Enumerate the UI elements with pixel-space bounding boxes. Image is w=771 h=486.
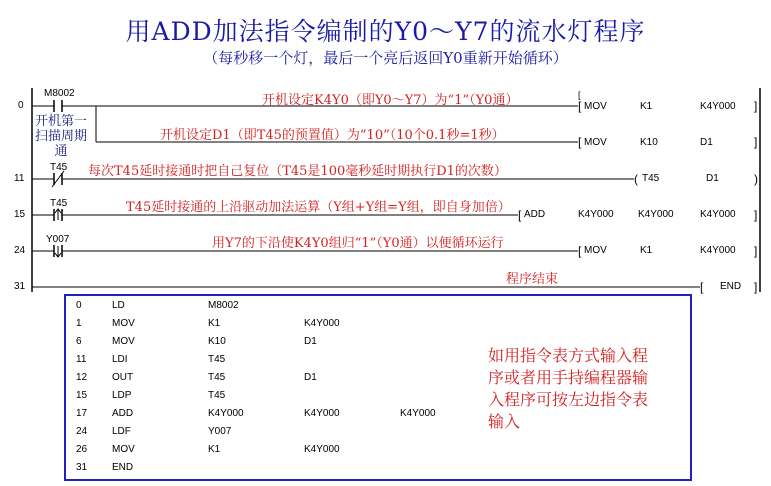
list-step: 1 <box>76 318 82 329</box>
list-operand: D1 <box>304 336 317 347</box>
instruction-op: MOV <box>584 101 607 112</box>
rung-comment: T45延时接通的上沿驱动加法运算（Y组+Y组=Y组，即自身加倍） <box>126 200 511 215</box>
list-operand: K4Y000 <box>304 444 340 455</box>
instruction-operand: K4Y000 <box>578 209 614 220</box>
svg-text:]: ] <box>754 244 758 258</box>
step-number: 0 <box>18 100 24 111</box>
svg-text:[: [ <box>578 244 582 258</box>
instruction-op: MOV <box>584 137 607 148</box>
list-step: 0 <box>76 300 82 311</box>
contact-label: T45 <box>50 198 68 209</box>
list-step: 24 <box>76 426 88 437</box>
instruction-operand: K4Y000 <box>700 101 736 112</box>
list-op: LDF <box>112 426 131 437</box>
instruction-operand: K4Y000 <box>700 245 736 256</box>
rung-comment: 用Y7的下沿使K4Y0组归“1”（Y0通）以便循环运行 <box>212 236 504 251</box>
instruction-operand: K4Y000 <box>700 209 736 220</box>
list-operand: K4Y000 <box>304 408 340 419</box>
svg-text:[: [ <box>700 280 704 294</box>
instruction-op: T45 <box>642 173 660 184</box>
svg-text:]: ] <box>754 208 758 222</box>
list-operand: K10 <box>208 336 226 347</box>
bracket: [ <box>578 90 581 100</box>
list-step: 11 <box>76 354 87 365</box>
list-op: ADD <box>112 408 134 419</box>
instruction-operand: K1 <box>640 101 653 112</box>
rung-comment: 开机设定D1（即T45的预置值）为“10”（10个0.1秒=1秒） <box>160 128 505 143</box>
list-step: 31 <box>76 462 88 473</box>
svg-text:[: [ <box>578 135 582 149</box>
svg-text:]: ] <box>754 135 758 149</box>
svg-text:): ) <box>754 172 758 186</box>
step-number: 11 <box>14 173 25 184</box>
instruction-operand: K1 <box>640 245 653 256</box>
list-step: 12 <box>76 372 88 383</box>
instruction-op: END <box>720 281 742 292</box>
contact-label: T45 <box>50 162 68 173</box>
list-op: END <box>112 462 134 473</box>
list-op: MOV <box>112 444 135 455</box>
list-operand: T45 <box>208 390 226 401</box>
svg-text:(: ( <box>634 172 638 186</box>
step-number: 24 <box>14 245 26 256</box>
list-step: 6 <box>76 336 82 347</box>
list-op: OUT <box>112 372 134 383</box>
instruction-operand: K10 <box>640 137 658 148</box>
list-operand: Y007 <box>208 426 232 437</box>
instruction-operand: D1 <box>706 173 719 184</box>
list-op: LD <box>112 300 125 311</box>
list-operand: M8002 <box>208 300 239 311</box>
rung-31 <box>32 280 757 294</box>
list-step: 15 <box>76 390 88 401</box>
list-op: MOV <box>112 318 135 329</box>
contact-label: Y007 <box>46 234 70 245</box>
rung-comment: 程序结束 <box>506 272 559 287</box>
list-op: LDP <box>112 390 132 401</box>
step-number: 15 <box>14 209 26 220</box>
list-operand: K4Y000 <box>400 408 436 419</box>
svg-text:]: ] <box>754 280 758 294</box>
list-operand: T45 <box>208 354 226 365</box>
instruction-operand: K4Y000 <box>638 209 674 220</box>
instruction-op: MOV <box>584 245 607 256</box>
list-step: 17 <box>76 408 88 419</box>
list-operand: T45 <box>208 372 226 383</box>
page-title: 用ADD加法指令编制的Y0～Y7的流水灯程序 <box>125 17 646 46</box>
step-number: 31 <box>14 281 26 292</box>
page-subtitle: （每秒移一个灯，最后一个亮后返回Y0重新开始循环） <box>203 49 568 67</box>
list-operand: D1 <box>304 372 317 383</box>
svg-text:]: ] <box>754 99 758 113</box>
instruction-op: ADD <box>524 209 546 220</box>
svg-text:[: [ <box>518 208 522 222</box>
rung-comment: 每次T45延时接通时把自己复位（T45是100毫秒延时期执行D1的次数） <box>88 164 507 179</box>
list-op: MOV <box>112 336 135 347</box>
list-operand: K4Y000 <box>208 408 244 419</box>
rung-comment: 开机设定K4Y0（即Y0～Y7）为“1”（Y0通） <box>262 93 519 108</box>
list-op: LDI <box>112 354 128 365</box>
list-operand: K1 <box>208 318 221 329</box>
first-scan-note: 开机第一扫描周期通 <box>34 114 87 159</box>
instruction-list-note: 如用指令表方式输入程序或者用手持编程器输入程序可按左边指令表输入 <box>488 346 649 431</box>
instruction-operand: D1 <box>700 137 713 148</box>
contact-label: M8002 <box>44 88 75 99</box>
list-operand: K1 <box>208 444 221 455</box>
svg-text:[: [ <box>578 99 582 113</box>
list-step: 26 <box>76 444 88 455</box>
list-operand: K4Y000 <box>304 318 340 329</box>
